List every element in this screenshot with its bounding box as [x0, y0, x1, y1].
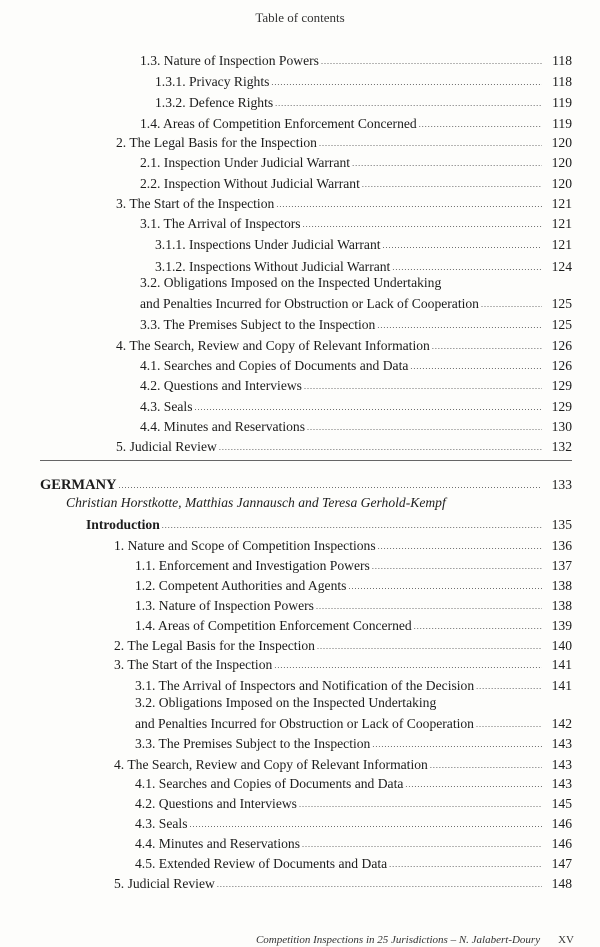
leader-dots: [389, 861, 542, 869]
toc-entry-page: 138: [551, 598, 572, 613]
leader-dots: [307, 424, 542, 432]
toc-entry-label: 4.3. Seals: [135, 816, 188, 831]
toc-entry-continuation: and Penalties Incurred for Obstruction or Lack of Cooperation: [140, 296, 479, 311]
toc-entry-label: 2.2. Inspection Without Judicial Warrant: [140, 176, 360, 191]
toc-entry-label: 2. The Legal Basis for the Inspection: [116, 135, 317, 150]
toc-entry-page: 120: [551, 176, 572, 191]
toc-entry-label: 1. Nature and Scope of Competition Inspections: [114, 538, 376, 553]
toc-entry[interactable]: [135, 597, 572, 614]
toc-entry-page: 143: [551, 776, 572, 791]
toc-entry-label: 4.2. Questions and Interviews: [135, 796, 297, 811]
leader-dots: [378, 543, 542, 551]
toc-entry[interactable]: [140, 357, 572, 374]
toc-entry-label: Introduction: [86, 517, 160, 532]
leader-dots: [321, 58, 542, 66]
toc-entry[interactable]: [140, 154, 572, 171]
toc-entry-label: 4.5. Extended Review of Documents and Data: [135, 856, 388, 871]
toc-entry-label: 4.4. Minutes and Reservations: [135, 836, 300, 851]
toc-entry-continuation: and Penalties Incurred for Obstruction or Lack of Cooperation: [135, 716, 474, 731]
toc-entry-label: 3.2. Obligations Imposed on the Inspected Undertaking: [135, 695, 437, 710]
toc-entry[interactable]: [114, 656, 572, 673]
section-divider: [40, 460, 572, 461]
toc-entry-page: 138: [551, 578, 572, 593]
toc-entry-label: 3.3. The Premises Subject to the Inspection: [135, 736, 371, 751]
toc-entry-page: 124: [551, 259, 572, 274]
toc-entry-page: 137: [551, 558, 572, 573]
toc-entry[interactable]: [116, 195, 572, 212]
leader-dots: [419, 121, 542, 129]
toc-entry-page: 129: [551, 399, 572, 414]
leader-dots: [219, 444, 542, 452]
toc-entry-page: 125: [551, 317, 572, 332]
toc-entry-label: 1.4. Areas of Competition Enforcement Concerned: [135, 618, 412, 633]
toc-entry-label: 5. Judicial Review: [114, 876, 215, 891]
toc-entry-page: 120: [551, 135, 572, 150]
toc-entry-page: 146: [551, 836, 572, 851]
leader-dots: [119, 482, 542, 490]
toc-entry[interactable]: [140, 316, 572, 333]
leader-dots: [189, 821, 542, 829]
page-number: XV: [558, 934, 574, 946]
toc-entry-label: 1.2. Competent Authorities and Agents: [135, 578, 347, 593]
toc-entry-label: 1.4. Areas of Competition Enforcement Concerned: [140, 116, 417, 131]
toc-entry[interactable]: [135, 557, 572, 574]
toc-entry-page: 142: [551, 716, 572, 731]
leader-dots: [302, 841, 542, 849]
leader-dots: [162, 522, 542, 530]
country-title: GERMANY: [40, 477, 117, 493]
toc-entry-label: 1.3.1. Privacy Rights: [155, 74, 270, 89]
toc-entry[interactable]: [135, 577, 572, 594]
toc-entry[interactable]: [140, 398, 572, 415]
toc-entry[interactable]: [114, 875, 572, 892]
toc-entry-page: 121: [551, 196, 572, 211]
leader-dots: [299, 801, 542, 809]
toc-entry[interactable]: [135, 835, 572, 852]
toc-entry-page: 118: [552, 53, 572, 68]
leader-dots: [476, 683, 542, 691]
leader-dots: [276, 201, 542, 209]
toc-entry-page: 133: [551, 477, 572, 492]
toc-entry-page: 147: [551, 856, 572, 871]
leader-dots: [275, 100, 542, 108]
toc-entry-label: 3.2. Obligations Imposed on the Inspected Undertaking: [140, 275, 442, 290]
leader-dots: [362, 181, 542, 189]
toc-entry[interactable]: [140, 52, 572, 69]
leader-dots: [481, 301, 542, 309]
toc-entry[interactable]: [140, 175, 572, 192]
toc-entry[interactable]: [114, 537, 572, 554]
leader-dots: [316, 603, 542, 611]
toc-entry-page: 126: [551, 358, 572, 373]
toc-entry-page: 139: [551, 618, 572, 633]
toc-entry[interactable]: [135, 735, 572, 752]
leader-dots: [410, 363, 542, 371]
leader-dots: [432, 343, 542, 351]
toc-entry-page: 119: [552, 116, 572, 131]
leader-dots: [217, 881, 542, 889]
book-title: Competition Inspections in 25 Jurisdictions – N. Jalabert-Doury: [255, 934, 541, 946]
toc-entry[interactable]: [140, 295, 572, 312]
leader-dots: [274, 662, 542, 670]
toc-entry[interactable]: [135, 775, 572, 792]
toc-entry-page: 126: [551, 338, 572, 353]
toc-entry-label: 1.3. Nature of Inspection Powers: [135, 598, 314, 613]
toc-entry-label: 3. The Start of the Inspection: [116, 196, 275, 211]
leader-dots: [194, 404, 542, 412]
toc-entry[interactable]: [140, 377, 572, 394]
toc-entry-label: 4.1. Searches and Copies of Documents and Data: [140, 358, 409, 373]
toc-country-germany[interactable]: [40, 476, 572, 493]
toc-entry-label: 3.1.2. Inspections Without Judicial Warrant: [155, 259, 391, 274]
toc-entry[interactable]: [140, 418, 572, 435]
toc-entry[interactable]: [140, 215, 572, 232]
leader-dots: [304, 383, 542, 391]
leader-dots: [372, 741, 542, 749]
leader-dots: [317, 643, 542, 651]
toc-entry-page: 118: [552, 74, 572, 89]
toc-entry[interactable]: [116, 337, 572, 354]
toc-entry-page: 145: [551, 796, 572, 811]
toc-entry-page: 141: [551, 657, 572, 672]
toc-entry[interactable]: [114, 756, 572, 773]
leader-dots: [430, 762, 542, 770]
leader-dots: [352, 160, 542, 168]
leader-dots: [377, 322, 542, 330]
toc-entry[interactable]: [116, 134, 572, 151]
toc-entry[interactable]: [155, 236, 572, 253]
leader-dots: [303, 221, 542, 229]
toc-entry-label: 3.1. The Arrival of Inspectors: [140, 216, 301, 231]
toc-entry[interactable]: [155, 73, 572, 90]
leader-dots: [372, 563, 542, 571]
toc-entry[interactable]: [116, 438, 572, 455]
toc-entry-label: 3.1.1. Inspections Under Judicial Warrant: [155, 237, 381, 252]
toc-entry-label: 4.1. Searches and Copies of Documents and Data: [135, 776, 404, 791]
toc-entry[interactable]: [135, 715, 572, 732]
running-header: Table of contents: [255, 10, 345, 25]
toc-entry-label: 1.3. Nature of Inspection Powers: [140, 53, 319, 68]
toc-entry-label: 5. Judicial Review: [116, 439, 217, 454]
leader-dots: [348, 583, 542, 591]
toc-entry[interactable]: [114, 637, 572, 654]
toc-entry-label: 4. The Search, Review and Copy of Relevant Information: [114, 757, 428, 772]
toc-entry-label: 1.3.2. Defence Rights: [155, 95, 274, 110]
toc-entry[interactable]: [135, 815, 572, 832]
toc-entry-page: 143: [551, 736, 572, 751]
toc-entry[interactable]: [135, 677, 572, 694]
toc-entry[interactable]: [135, 855, 572, 872]
leader-dots: [383, 242, 542, 250]
toc-entry-page: 125: [551, 296, 572, 311]
toc-entry-page: 129: [551, 378, 572, 393]
toc-entry-page: 140: [551, 638, 572, 653]
toc-entry-label: 3.3. The Premises Subject to the Inspection: [140, 317, 376, 332]
toc-entry-label: 2. The Legal Basis for the Inspection: [114, 638, 315, 653]
toc-entry-page: 121: [551, 237, 572, 252]
toc-entry-page: 148: [551, 876, 572, 891]
toc-entry[interactable]: [140, 115, 572, 132]
toc-entry-page: 121: [551, 216, 572, 231]
leader-dots: [392, 264, 542, 272]
toc-entry-introduction[interactable]: [86, 516, 572, 533]
toc-entry[interactable]: [135, 795, 572, 812]
leader-dots: [319, 140, 542, 148]
toc-entry-label: 3.1. The Arrival of Inspectors and Notification of the Decision: [135, 678, 475, 693]
chapter-authors: Christian Horstkotte, Matthias Jannausch and Teresa Gerhold-Kempf: [66, 495, 446, 510]
toc-entry-page: 120: [551, 155, 572, 170]
toc-entry-page: 135: [551, 517, 572, 532]
toc-entry[interactable]: [155, 94, 572, 111]
toc-entry-page: 119: [552, 95, 572, 110]
toc-entry-label: 4. The Search, Review and Copy of Relevant Information: [116, 338, 430, 353]
leader-dots: [271, 79, 542, 87]
toc-entry-page: 143: [551, 757, 572, 772]
toc-entry-label: 1.1. Enforcement and Investigation Powers: [135, 558, 370, 573]
toc-entry-label: 3. The Start of the Inspection: [114, 657, 273, 672]
leader-dots: [414, 623, 542, 631]
leader-dots: [476, 721, 542, 729]
toc-entry-label: 4.4. Minutes and Reservations: [140, 419, 305, 434]
toc-entry-page: 146: [551, 816, 572, 831]
toc-entry-label: 4.2. Questions and Interviews: [140, 378, 302, 393]
toc-entry-page: 141: [551, 678, 572, 693]
leader-dots: [405, 781, 542, 789]
toc-entry[interactable]: [155, 258, 572, 275]
page-footer: [0, 934, 574, 946]
toc-entry-page: 136: [551, 538, 572, 553]
toc-entry-page: 132: [551, 439, 572, 454]
toc-entry[interactable]: [135, 617, 572, 634]
toc-entry-label: 4.3. Seals: [140, 399, 193, 414]
toc-entry-page: 130: [551, 419, 572, 434]
toc-entry-label: 2.1. Inspection Under Judicial Warrant: [140, 155, 351, 170]
